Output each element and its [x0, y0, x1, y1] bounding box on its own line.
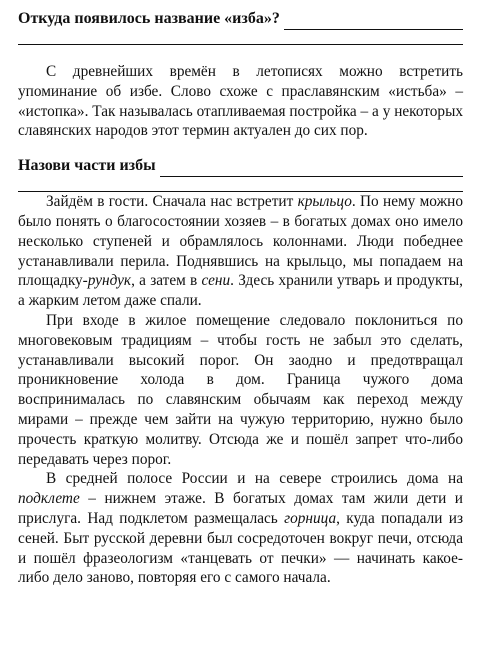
- term-gornica: горница: [284, 509, 337, 527]
- question-origin-text: Откуда появилось название «изба»?: [18, 10, 280, 27]
- paragraph-origin: С древнейших времён в летописях можно встретить упоминание об избе. Слово схоже с праславянским «истьба» – «истопка». Так называлась отапливаемая постройка – а у некоторых славянских народов этот термин актуален до сих пор.: [18, 63, 463, 140]
- paragraph-podklet: В средней полосе России и на севере строились дома на подклете – нижнем этаже. В богатых домах там жили дети и прислуга. Над подклетом размещалась горница, куда попадали из сеней. Быт русской деревни был сосредоточен вокруг печи, отсюда и пошёл фразеологизм «танцевать от печки» — начинать какое-либо дело заново, повторяя его с самого начала.: [18, 470, 463, 587]
- answer-line[interactable]: [284, 13, 463, 30]
- question-origin-of-izba: [18, 8, 463, 30]
- paragraph-porch: Зайдём в гости. Сначала нас встретит крыльцо. По нему можно было понять о благосостоянии хозяев – в богатых домах оно имело несколько ступеней и обрамлялось колоннами. Люди победнее устанавливали перила. Поднявшись на крыльцо, мы попадаем на площадку-рундук, а затем в сени. Здесь хранили утварь и продукты, а жарким летом даже спали.: [18, 193, 463, 310]
- question-parts-of-izba: [18, 155, 463, 177]
- term-runduk: рундук: [87, 272, 132, 290]
- question-parts-text: Назови части избы: [18, 157, 156, 175]
- term-podklet: подклете: [18, 490, 80, 508]
- term-krylco: крыльцо: [297, 193, 352, 211]
- answer-line[interactable]: [18, 30, 463, 45]
- answer-line[interactable]: [18, 177, 463, 192]
- worksheet-page: [18, 8, 463, 588]
- answer-line[interactable]: [160, 160, 463, 177]
- paragraph-threshold: При входе в жилое помещение следовало поклониться по многовековым традициям – чтобы гость не забыл это сделать, устанавливали высокий порог. Он заодно и предотвращал проникновение холода в дом. Граница чужого дома воспринималась по славянским обычаям как переход между мирами – прежде чем зайти на чужую территорию, нужно было прочесть краткую молитву. Отсюда же и пошёл запрет что-либо передавать через порог.: [18, 311, 463, 468]
- term-seni: сени: [201, 272, 231, 290]
